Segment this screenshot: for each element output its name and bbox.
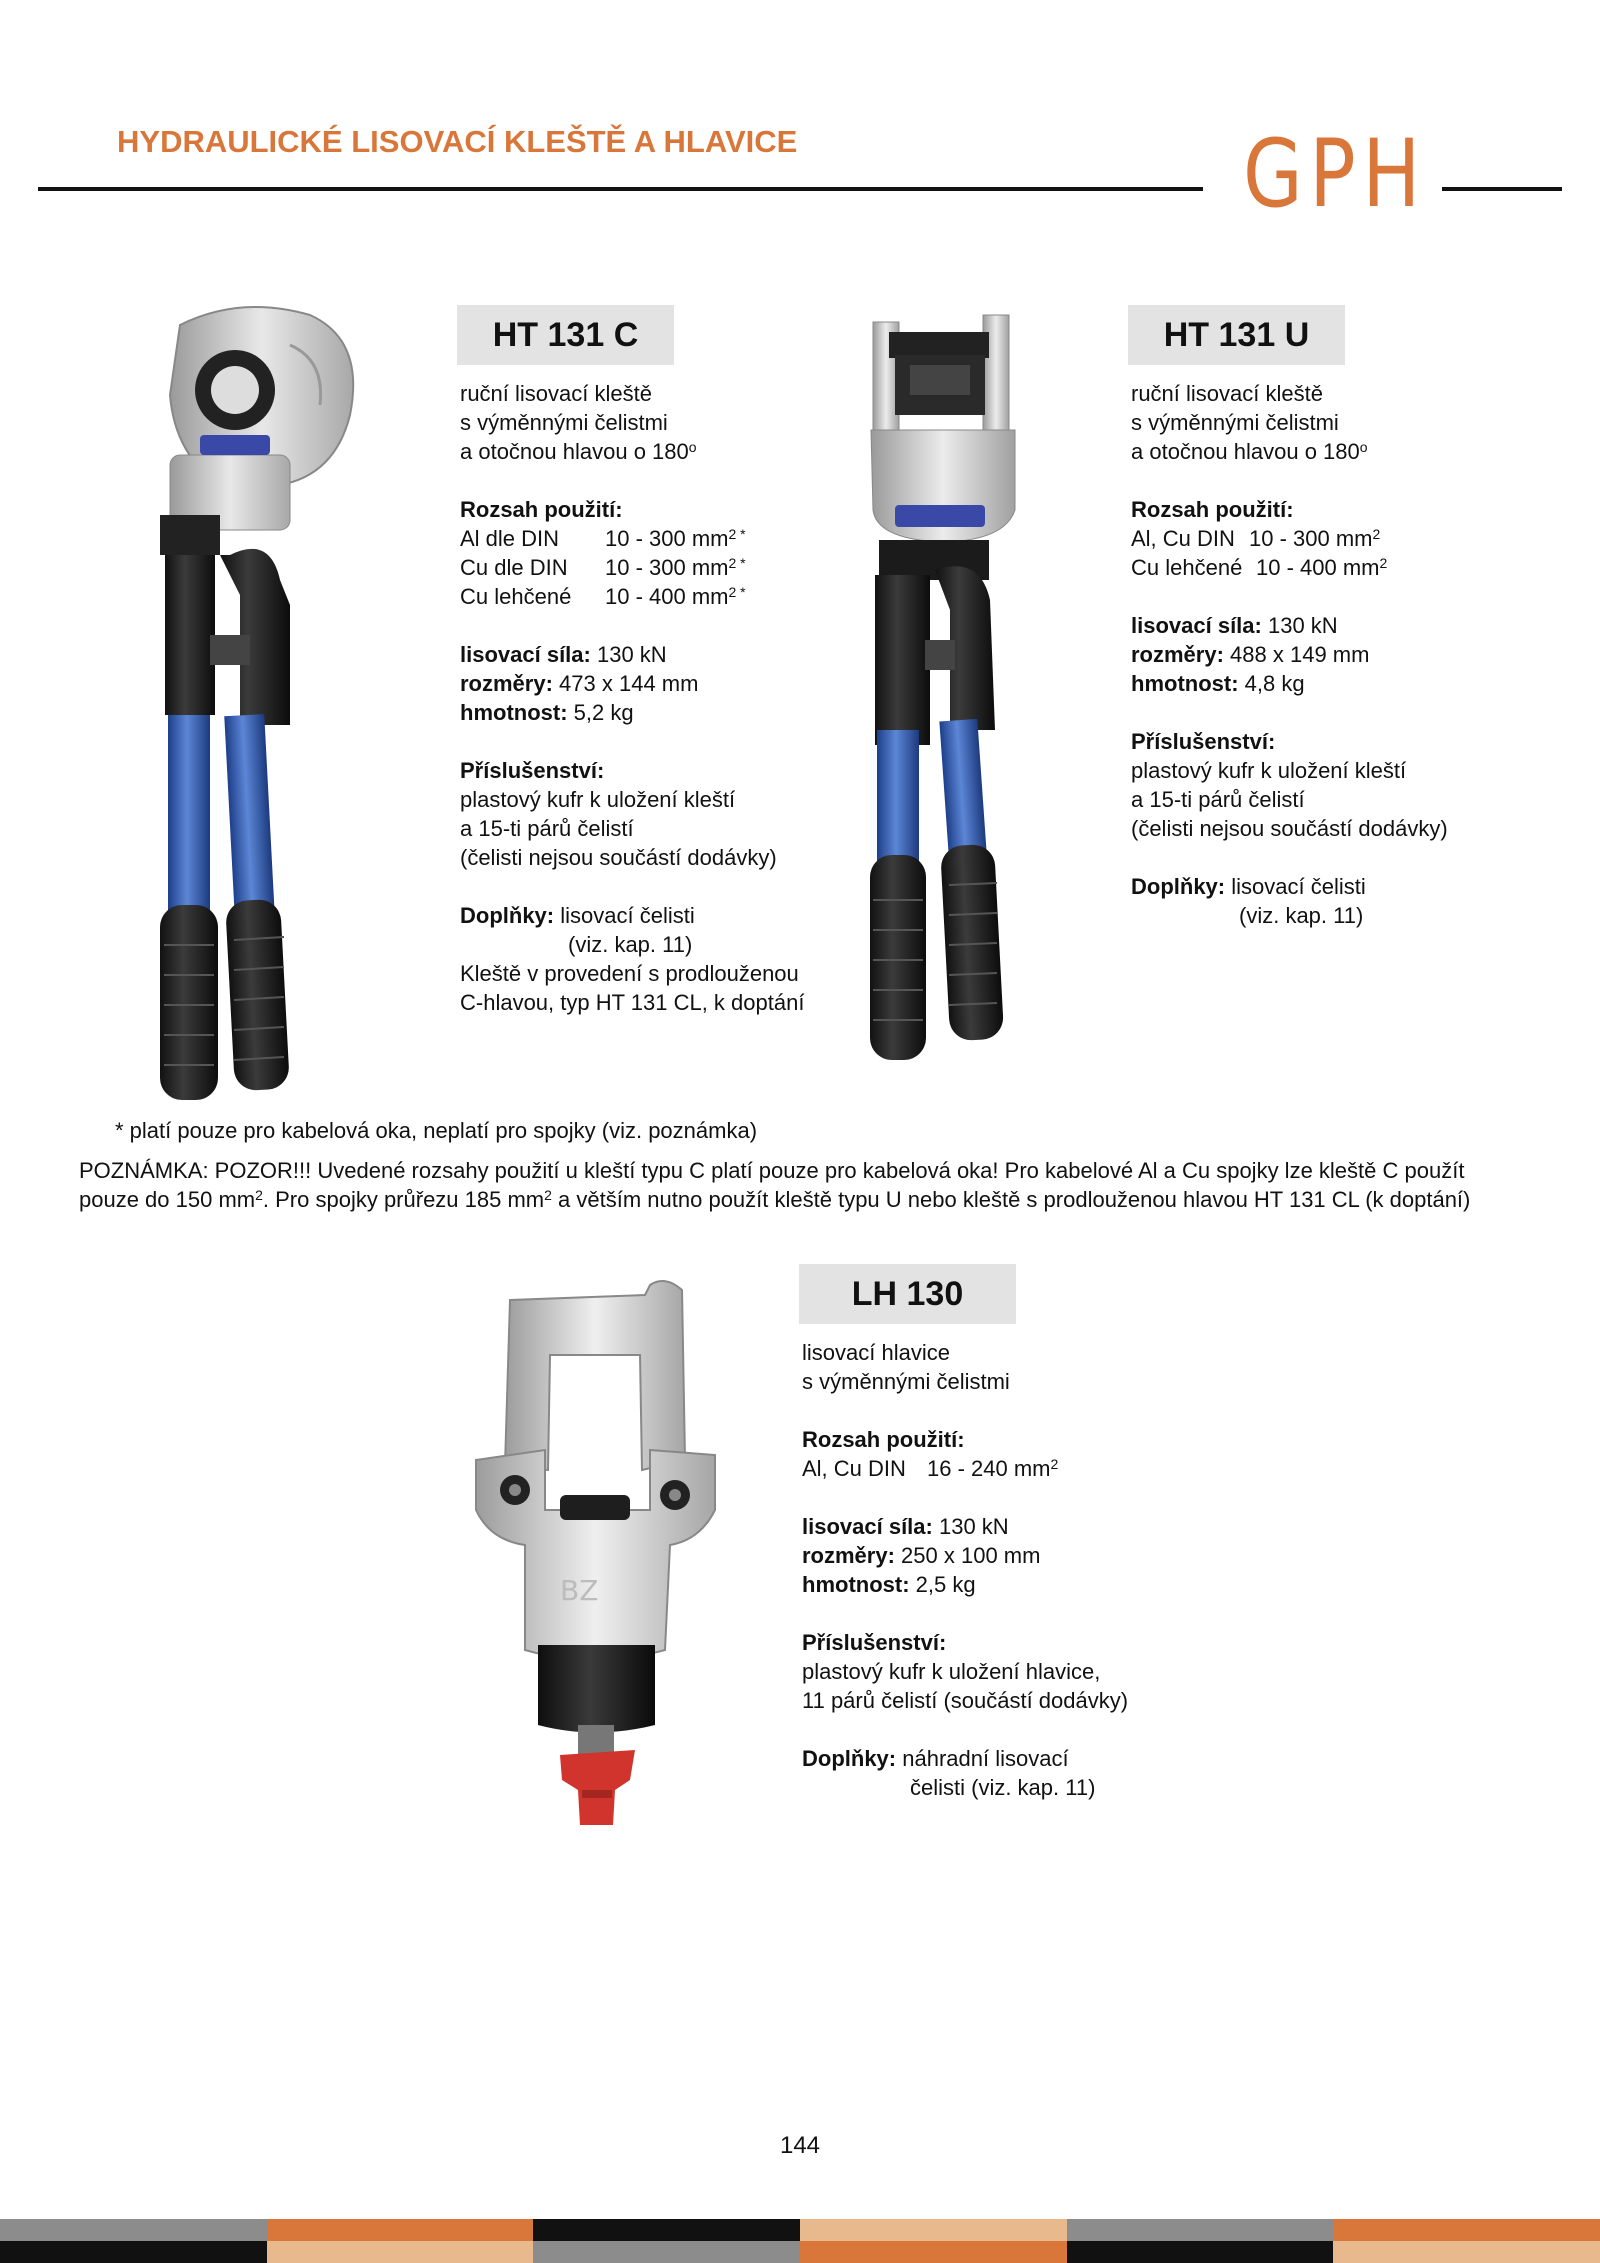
ht131c-range-sup-2: 2 * (728, 555, 746, 571)
note-line-2c: a větším nutno použít kleště typu U nebo kleště s prodlouženou hlavou HT 131 CL (k doptání) (551, 1187, 1471, 1212)
ht131c-range-name-1: Al dle DIN (460, 526, 560, 551)
lh130-range-name-1: Al, Cu DIN (802, 1456, 906, 1481)
lh130-desc-1: lisovací hlavice (802, 1340, 950, 1365)
ht131u-acc-3: (čelisti nejsou součástí dodávky) (1131, 816, 1448, 841)
ht131u-desc-1: ruční lisovací kleště (1131, 381, 1323, 406)
ht131c-model-title: HT 131 C (457, 305, 674, 365)
ht131u-range-name-2: Cu lehčené (1131, 555, 1243, 580)
lh130-specs (802, 1338, 1128, 1802)
ht131u-dims: 488 x 149 mm (1230, 642, 1370, 667)
ht131u-specs (1131, 379, 1448, 930)
ht131u-weight-label: hmotnost: (1131, 671, 1239, 696)
ht131c-extra: lisovací čelisti (560, 903, 695, 928)
section-title: HYDRAULICKÉ LISOVACÍ KLEŠTĚ A HLAVICE (117, 124, 798, 159)
ht131c-extra-note-1: Kleště v provedení s prodlouženou (460, 961, 799, 986)
lh130-acc-2: 11 párů čelistí (součástí dodávky) (802, 1688, 1129, 1713)
ht131c-weight-label: hmotnost: (460, 700, 568, 725)
footer-bottom-segment (267, 2241, 534, 2263)
ht131u-range-name-1: Al, Cu DIN (1131, 526, 1235, 551)
ht131c-range-value-2: 10 - 300 mm (605, 555, 729, 580)
lh130-acc-1: plastový kufr k uložení hlavice, (802, 1659, 1101, 1684)
note-line-2b: . Pro spojky průřezu 185 mm (262, 1187, 545, 1212)
ht131c-specs (460, 379, 804, 1017)
footer-top-segment (1333, 2219, 1600, 2241)
ht131c-acc-1: plastový kufr k uložení kleští (460, 787, 736, 812)
ht131c-desc-3: a otočnou hlavou o 180 (460, 439, 689, 464)
ht131c-extra-label: Doplňky: (460, 903, 555, 928)
ht131u-range-sup-1: 2 (1372, 526, 1381, 542)
lh130-product-image (470, 1270, 720, 1835)
ht131c-weight: 5,2 kg (573, 700, 634, 725)
ht131u-extra: lisovací čelisti (1231, 874, 1366, 899)
note-line-2 (79, 1185, 1470, 1214)
lh130-extra-2: čelisti (viz. kap. 11) (910, 1775, 1096, 1800)
ht131c-range-value-1: 10 - 300 mm (605, 526, 729, 551)
footer-bottom-segment (0, 2241, 267, 2263)
ht131u-desc-sup: o (1359, 439, 1368, 455)
note-line-2a: pouze do 150 mm (79, 1187, 256, 1212)
ht131u-weight: 4,8 kg (1244, 671, 1305, 696)
ht131u-desc-3: a otočnou hlavou o 180 (1131, 439, 1360, 464)
ht131c-acc-label: Příslušenství: (460, 758, 605, 783)
note-line-2-sup: 2 (255, 1187, 263, 1203)
ht131c-dims: 473 x 144 mm (559, 671, 699, 696)
footnote: * platí pouze pro kabelová oka, neplatí pro spojky (viz. poznámka) (115, 1118, 758, 1143)
ht131u-force-label: lisovací síla: (1131, 613, 1262, 638)
header-rule-left (38, 187, 1203, 191)
footer-bottom-segment (1067, 2241, 1334, 2263)
ht131u-extra-label: Doplňky: (1131, 874, 1226, 899)
ht131u-range-label: Rozsah použití: (1131, 497, 1294, 522)
footer-top-segment (0, 2219, 267, 2241)
lh130-model-title: LH 130 (799, 1264, 1016, 1324)
footer-band-bottom (0, 2241, 1600, 2263)
ht131u-desc-2: s výměnnými čelistmi (1131, 410, 1339, 435)
ht131u-extra-2: (viz. kap. 11) (1239, 903, 1364, 928)
ht131u-product-image (865, 310, 1105, 1070)
ht131c-product-image (160, 305, 420, 1100)
lh130-range-sup-1: 2 (1050, 1456, 1059, 1472)
ht131c-range-value-3: 10 - 400 mm (605, 584, 729, 609)
ht131u-acc-label: Příslušenství: (1131, 729, 1276, 754)
ht131c-range-name-2: Cu dle DIN (460, 555, 568, 580)
ht131u-range-sup-2: 2 (1379, 555, 1388, 571)
lh130-force: 130 kN (938, 1514, 1009, 1539)
ht131c-range-sup-1: 2 * (728, 526, 746, 542)
lh130-acc-label: Příslušenství: (802, 1630, 947, 1655)
footer-band-top (0, 2219, 1600, 2241)
lh130-extra-label: Doplňky: (802, 1746, 897, 1771)
lh130-desc-2: s výměnnými čelistmi (802, 1369, 1010, 1394)
footer-top-segment (267, 2219, 534, 2241)
lh130-dims-label: rozměry: (802, 1543, 895, 1568)
header-rule-right (1442, 187, 1562, 191)
footer-bottom-segment (533, 2241, 800, 2263)
brand-logo: GPH (1243, 120, 1427, 229)
lh130-weight-label: hmotnost: (802, 1572, 910, 1597)
ht131c-extra-note-2: C-hlavou, typ HT 131 CL, k doptání (460, 990, 805, 1015)
lh130-dims: 250 x 100 mm (901, 1543, 1041, 1568)
ht131u-acc-2: a 15-ti párů čelistí (1131, 787, 1305, 812)
ht131c-range-sup-3: 2 * (728, 584, 746, 600)
ht131c-desc-2: s výměnnými čelistmi (460, 410, 668, 435)
ht131c-acc-3: (čelisti nejsou součástí dodávky) (460, 845, 777, 870)
page-number: 144 (779, 2132, 821, 2159)
ht131u-range-value-1: 10 - 300 mm (1249, 526, 1373, 551)
footer-bottom-segment (1333, 2241, 1600, 2263)
ht131c-force-label: lisovací síla: (460, 642, 591, 667)
ht131c-extra-2: (viz. kap. 11) (568, 932, 693, 957)
footer-top-segment (1067, 2219, 1334, 2241)
lh130-force-label: lisovací síla: (802, 1514, 933, 1539)
ht131u-model-title: HT 131 U (1128, 305, 1345, 365)
ht131c-desc-1: ruční lisovací kleště (460, 381, 652, 406)
ht131c-range-label: Rozsah použití: (460, 497, 623, 522)
note-line-2-sup2: 2 (544, 1187, 552, 1203)
lh130-extra: náhradní lisovací (902, 1746, 1069, 1771)
ht131u-acc-1: plastový kufr k uložení kleští (1131, 758, 1407, 783)
ht131u-force: 130 kN (1267, 613, 1338, 638)
lh130-range-label: Rozsah použití: (802, 1427, 965, 1452)
lh130-weight: 2,5 kg (915, 1572, 976, 1597)
lh130-range-value-1: 16 - 240 mm (927, 1456, 1051, 1481)
ht131c-acc-2: a 15-ti párů čelistí (460, 816, 634, 841)
ht131c-force: 130 kN (596, 642, 667, 667)
ht131u-dims-label: rozměry: (1131, 642, 1224, 667)
ht131u-range-value-2: 10 - 400 mm (1256, 555, 1380, 580)
ht131c-desc-sup: o (688, 439, 697, 455)
svg-text:BZ: BZ (560, 1574, 599, 1607)
footer-top-segment (533, 2219, 800, 2241)
note-line-1: POZNÁMKA: POZOR!!! Uvedené rozsahy použití u kleští typu C platí pouze pro kabelová oka! Pro kabelové Al a Cu spojky lze kleště C použít (79, 1158, 1465, 1183)
footer-top-segment (800, 2219, 1067, 2241)
ht131c-dims-label: rozměry: (460, 671, 553, 696)
ht131c-range-name-3: Cu lehčené (460, 584, 572, 609)
footer-bottom-segment (800, 2241, 1067, 2263)
